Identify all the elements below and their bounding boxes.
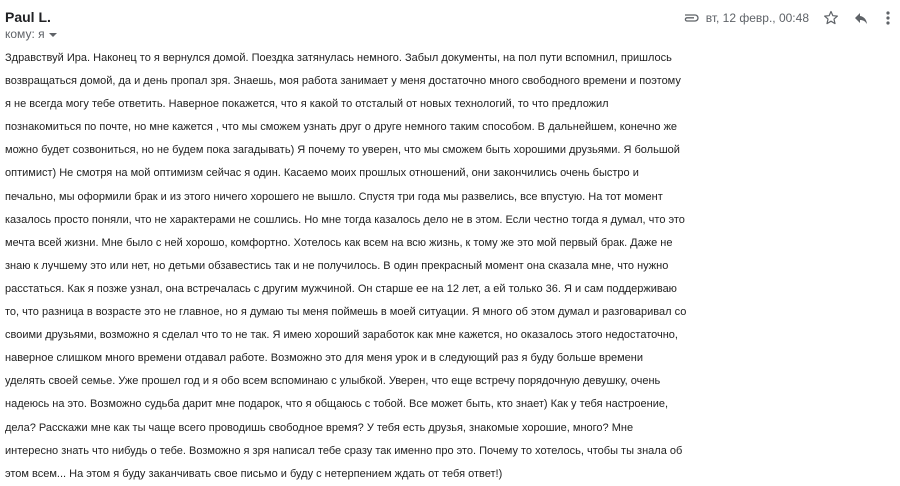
- message-line: оптимист) Не смотря на мой оптимизм сейчас я один. Касаемо моих прошлых отношений, они закончились очень быстро и: [5, 167, 639, 180]
- recipient-details[interactable]: [5, 27, 57, 41]
- recipient-label: кому: я: [5, 27, 45, 41]
- message-line: этом всем... На этом я буду заканчивать свое письмо и буду с нетерпением ждать от тебя ответ!): [5, 467, 503, 480]
- message-line: уделять своей семье. Уже прошел год и я обо всем вспоминаю с улыбкой. Уверен, что еще встречу порядочную девушку, очень: [5, 375, 661, 388]
- star-icon[interactable]: [823, 10, 839, 26]
- message-line: возвращаться домой, да и день пропал зря. Знаешь, моя работа занимает у меня достаточно много свободного времени и поэтому: [5, 75, 681, 88]
- message-line: интересно знать что нибудь о тебе. Возможно я зря написал тебе сразу так именно про это. Почему то хотелось, чтобы ты знала об: [5, 444, 683, 457]
- message-line: знаю к лучшему это или нет, но детьми обзавестись так и не получилось. В один прекрасный момент она сказала мне, что нужно: [5, 259, 669, 272]
- message-line: дела? Расскажи мне как ты чаще всего проводишь свободное время? У тебя есть друзья, знакомые хорошие, много? Мне: [5, 421, 634, 434]
- message-line: я не всегда могу тебе ответить. Наверное покажется, что я какой то отсталый от новых технологий, то что предложил: [5, 98, 609, 111]
- message-meta: [682, 8, 893, 28]
- sender-name[interactable]: Paul L.: [5, 9, 51, 25]
- reply-icon[interactable]: [853, 10, 869, 26]
- greeting-prefix: Здравствуй: [5, 52, 67, 64]
- message-date[interactable]: вт, 12 февр., 00:48: [705, 11, 809, 25]
- message-line: своими друзьями, возможно я сделал что то не так. Я имею хороший заработок как мне кажется, но оказалось этого недостаточно,: [5, 329, 678, 342]
- message-line: познакомиться по почте, но мне кажется , что мы сможем узнать друг о друге немного таким способом. В дальнейшем, конечно же: [5, 121, 678, 134]
- chevron-down-icon[interactable]: [49, 33, 57, 37]
- message-line: то, что разница в возрасте это не главное, но я думаю ты меня поймешь в моей ситуации. Я много об этом думал и разговаривал со: [5, 306, 687, 319]
- message-line-greeting: [5, 47, 895, 70]
- message-line: наверное слишком много времени отдавал работе. Возможно это для меня урок и в следующий раз я буду больше времени: [5, 352, 644, 365]
- more-vert-icon[interactable]: [883, 10, 893, 26]
- message-line: мечта всей жизни. Мне было с ней хорошо, комфортно. Хотелось как всем на всю жизнь, к тому же это мой первый брак. Даже не: [5, 236, 673, 249]
- message-line: надеюсь на это. Возможно судьба дарит мне подарок, что я общаюсь с тобой. Все может быть, кто знает) Как у тебя настроение,: [5, 398, 669, 411]
- message-body: [5, 47, 895, 486]
- message-line: печально, мы оформили брак и из этого ничего хорошего не вышло. Спустя три года мы развелись, все впустую. На тот момент: [5, 190, 663, 203]
- paperclip-icon: [682, 11, 700, 25]
- greeting-rest: . Наконец то я вернулся домой. Поездка затянулась немного. Забыл документы, на пол пути вспомнил, пришлось: [87, 52, 672, 64]
- message-line: расстаться. Как я позже узнал, она встречалась с другим мужчиной. Он старше ее на 12 лет, а ей только 36. Я и сам поддерживаю: [5, 282, 677, 295]
- message-line: казалось просто поняли, что не характерами не сошлись. Но мне тогда казалось дело не в этом. Если честно тогда я думал, что это: [5, 213, 685, 226]
- greeting-name: Ира: [66, 52, 88, 64]
- message-line: можно будет созвониться, но не будем пока загадывать) Я почему то уверен, что мы сможем быть хорошими друзьями. Я большой: [5, 144, 680, 157]
- message-header: [5, 6, 895, 42]
